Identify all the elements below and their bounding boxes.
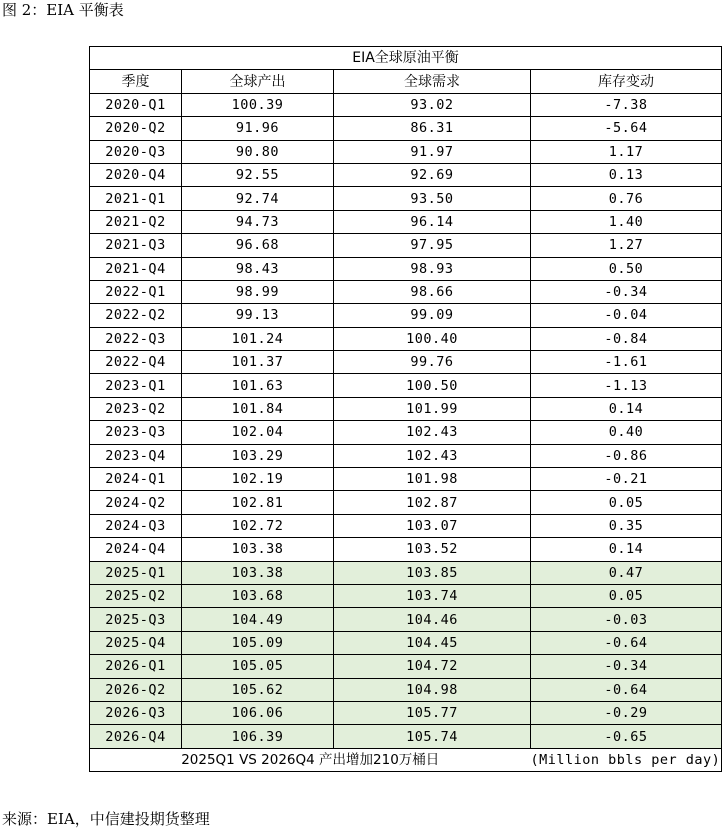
cell-global-demand: 92.69	[334, 163, 531, 186]
cell-quarter: 2022-Q1	[90, 280, 182, 303]
column-header-global-supply: 全球产出	[182, 70, 334, 93]
eia-balance-table	[89, 46, 722, 772]
cell-quarter: 2024-Q2	[90, 491, 182, 514]
cell-global-demand: 96.14	[334, 210, 531, 233]
cell-global-supply: 103.29	[182, 444, 334, 467]
cell-global-supply: 92.55	[182, 163, 334, 186]
cell-quarter: 2021-Q3	[90, 234, 182, 257]
cell-stock-change: -7.38	[531, 93, 722, 116]
cell-global-supply: 106.06	[182, 701, 334, 724]
table-row	[90, 374, 722, 397]
cell-stock-change: 0.40	[531, 421, 722, 444]
cell-global-supply: 92.74	[182, 187, 334, 210]
table-row	[90, 608, 722, 631]
cell-global-demand: 91.97	[334, 140, 531, 163]
cell-quarter: 2020-Q3	[90, 140, 182, 163]
cell-global-supply: 101.84	[182, 397, 334, 420]
cell-global-demand: 103.85	[334, 561, 531, 584]
cell-stock-change: -0.04	[531, 304, 722, 327]
cell-global-demand: 100.50	[334, 374, 531, 397]
cell-quarter: 2026-Q3	[90, 701, 182, 724]
table-body	[90, 93, 722, 748]
cell-global-demand: 103.52	[334, 538, 531, 561]
cell-stock-change: 0.05	[531, 491, 722, 514]
cell-global-supply: 96.68	[182, 234, 334, 257]
table-row	[90, 163, 722, 186]
table-row	[90, 210, 722, 233]
cell-stock-change: -0.64	[531, 678, 722, 701]
cell-global-supply: 103.38	[182, 538, 334, 561]
cell-stock-change: -0.65	[531, 725, 722, 748]
cell-global-demand: 105.77	[334, 701, 531, 724]
cell-global-supply: 91.96	[182, 117, 334, 140]
cell-global-supply: 105.09	[182, 631, 334, 654]
cell-global-demand: 98.66	[334, 280, 531, 303]
table-row	[90, 117, 722, 140]
cell-global-demand: 97.95	[334, 234, 531, 257]
cell-global-supply: 102.81	[182, 491, 334, 514]
cell-global-demand: 103.07	[334, 514, 531, 537]
cell-quarter: 2025-Q4	[90, 631, 182, 654]
table-title-row	[90, 47, 722, 70]
cell-global-demand: 93.02	[334, 93, 531, 116]
table-row	[90, 701, 722, 724]
cell-quarter: 2020-Q2	[90, 117, 182, 140]
table-row	[90, 280, 722, 303]
cell-stock-change: -5.64	[531, 117, 722, 140]
cell-global-supply: 106.39	[182, 725, 334, 748]
cell-stock-change: -0.29	[531, 701, 722, 724]
table-row	[90, 304, 722, 327]
cell-quarter: 2022-Q4	[90, 351, 182, 374]
cell-global-supply: 94.73	[182, 210, 334, 233]
cell-quarter: 2025-Q2	[90, 584, 182, 607]
cell-global-supply: 102.04	[182, 421, 334, 444]
cell-quarter: 2024-Q3	[90, 514, 182, 537]
cell-global-supply: 103.68	[182, 584, 334, 607]
footer-note: 2025Q1 VS 2026Q4 产出增加210万桶日	[90, 748, 531, 771]
cell-quarter: 2024-Q1	[90, 468, 182, 491]
cell-quarter: 2023-Q2	[90, 397, 182, 420]
cell-stock-change: -0.86	[531, 444, 722, 467]
cell-stock-change: -0.34	[531, 655, 722, 678]
table-row	[90, 327, 722, 350]
cell-stock-change: 0.50	[531, 257, 722, 280]
cell-quarter: 2025-Q3	[90, 608, 182, 631]
cell-stock-change: 1.40	[531, 210, 722, 233]
cell-global-demand: 93.50	[334, 187, 531, 210]
figure-caption: 图 2：EIA 平衡表	[2, 1, 124, 19]
table-header-row	[90, 70, 722, 93]
cell-global-supply: 101.24	[182, 327, 334, 350]
cell-global-supply: 105.62	[182, 678, 334, 701]
cell-quarter: 2021-Q2	[90, 210, 182, 233]
table-row	[90, 93, 722, 116]
cell-global-demand: 104.45	[334, 631, 531, 654]
table-title: EIA全球原油平衡	[90, 47, 722, 70]
cell-stock-change: 0.76	[531, 187, 722, 210]
column-header-quarter: 季度	[90, 70, 182, 93]
cell-quarter: 2021-Q4	[90, 257, 182, 280]
cell-stock-change: 0.47	[531, 561, 722, 584]
cell-global-supply: 102.19	[182, 468, 334, 491]
cell-global-demand: 99.76	[334, 351, 531, 374]
table-row	[90, 631, 722, 654]
table-row	[90, 444, 722, 467]
cell-stock-change: 0.05	[531, 584, 722, 607]
table-row	[90, 234, 722, 257]
table-row	[90, 257, 722, 280]
table-row	[90, 187, 722, 210]
footer-unit: (Million bbls per day)	[531, 748, 722, 771]
cell-stock-change: 0.14	[531, 397, 722, 420]
cell-stock-change: -0.84	[531, 327, 722, 350]
cell-global-supply: 103.38	[182, 561, 334, 584]
cell-global-demand: 101.98	[334, 468, 531, 491]
cell-quarter: 2026-Q1	[90, 655, 182, 678]
table-row	[90, 491, 722, 514]
cell-global-demand: 86.31	[334, 117, 531, 140]
table-row	[90, 397, 722, 420]
column-header-global-demand: 全球需求	[334, 70, 531, 93]
table-row	[90, 538, 722, 561]
cell-quarter: 2026-Q2	[90, 678, 182, 701]
cell-global-supply: 104.49	[182, 608, 334, 631]
cell-global-demand: 102.43	[334, 444, 531, 467]
cell-stock-change: 0.35	[531, 514, 722, 537]
cell-global-demand: 105.74	[334, 725, 531, 748]
cell-global-supply: 90.80	[182, 140, 334, 163]
cell-global-supply: 98.43	[182, 257, 334, 280]
cell-stock-change: 1.17	[531, 140, 722, 163]
source-note: 来源：EIA，中信建投期货整理	[2, 810, 210, 828]
cell-stock-change: 0.13	[531, 163, 722, 186]
cell-stock-change: 0.14	[531, 538, 722, 561]
cell-global-supply: 98.99	[182, 280, 334, 303]
cell-global-demand: 98.93	[334, 257, 531, 280]
table-footer-row	[90, 748, 722, 771]
table-row	[90, 514, 722, 537]
table-row	[90, 351, 722, 374]
cell-quarter: 2020-Q4	[90, 163, 182, 186]
cell-global-demand: 104.72	[334, 655, 531, 678]
table-row	[90, 678, 722, 701]
table-row	[90, 725, 722, 748]
cell-stock-change: -0.64	[531, 631, 722, 654]
cell-global-demand: 104.98	[334, 678, 531, 701]
cell-stock-change: -0.21	[531, 468, 722, 491]
cell-stock-change: -0.34	[531, 280, 722, 303]
cell-stock-change: -0.03	[531, 608, 722, 631]
table-row	[90, 561, 722, 584]
cell-global-demand: 101.99	[334, 397, 531, 420]
table-row	[90, 584, 722, 607]
cell-stock-change: -1.13	[531, 374, 722, 397]
cell-quarter: 2024-Q4	[90, 538, 182, 561]
cell-global-demand: 99.09	[334, 304, 531, 327]
table-row	[90, 655, 722, 678]
cell-global-demand: 102.87	[334, 491, 531, 514]
cell-quarter: 2023-Q4	[90, 444, 182, 467]
cell-global-supply: 100.39	[182, 93, 334, 116]
column-header-stock-change: 库存变动	[531, 70, 722, 93]
cell-global-supply: 105.05	[182, 655, 334, 678]
table-row	[90, 421, 722, 444]
cell-global-supply: 101.63	[182, 374, 334, 397]
cell-global-demand: 102.43	[334, 421, 531, 444]
cell-quarter: 2026-Q4	[90, 725, 182, 748]
cell-global-supply: 102.72	[182, 514, 334, 537]
cell-quarter: 2020-Q1	[90, 93, 182, 116]
cell-quarter: 2023-Q1	[90, 374, 182, 397]
cell-stock-change: -1.61	[531, 351, 722, 374]
cell-global-supply: 99.13	[182, 304, 334, 327]
cell-quarter: 2022-Q2	[90, 304, 182, 327]
cell-quarter: 2023-Q3	[90, 421, 182, 444]
cell-quarter: 2021-Q1	[90, 187, 182, 210]
cell-global-demand: 100.40	[334, 327, 531, 350]
cell-global-supply: 101.37	[182, 351, 334, 374]
table-row	[90, 468, 722, 491]
table-row	[90, 140, 722, 163]
cell-quarter: 2022-Q3	[90, 327, 182, 350]
cell-global-demand: 103.74	[334, 584, 531, 607]
cell-stock-change: 1.27	[531, 234, 722, 257]
cell-global-demand: 104.46	[334, 608, 531, 631]
cell-quarter: 2025-Q1	[90, 561, 182, 584]
